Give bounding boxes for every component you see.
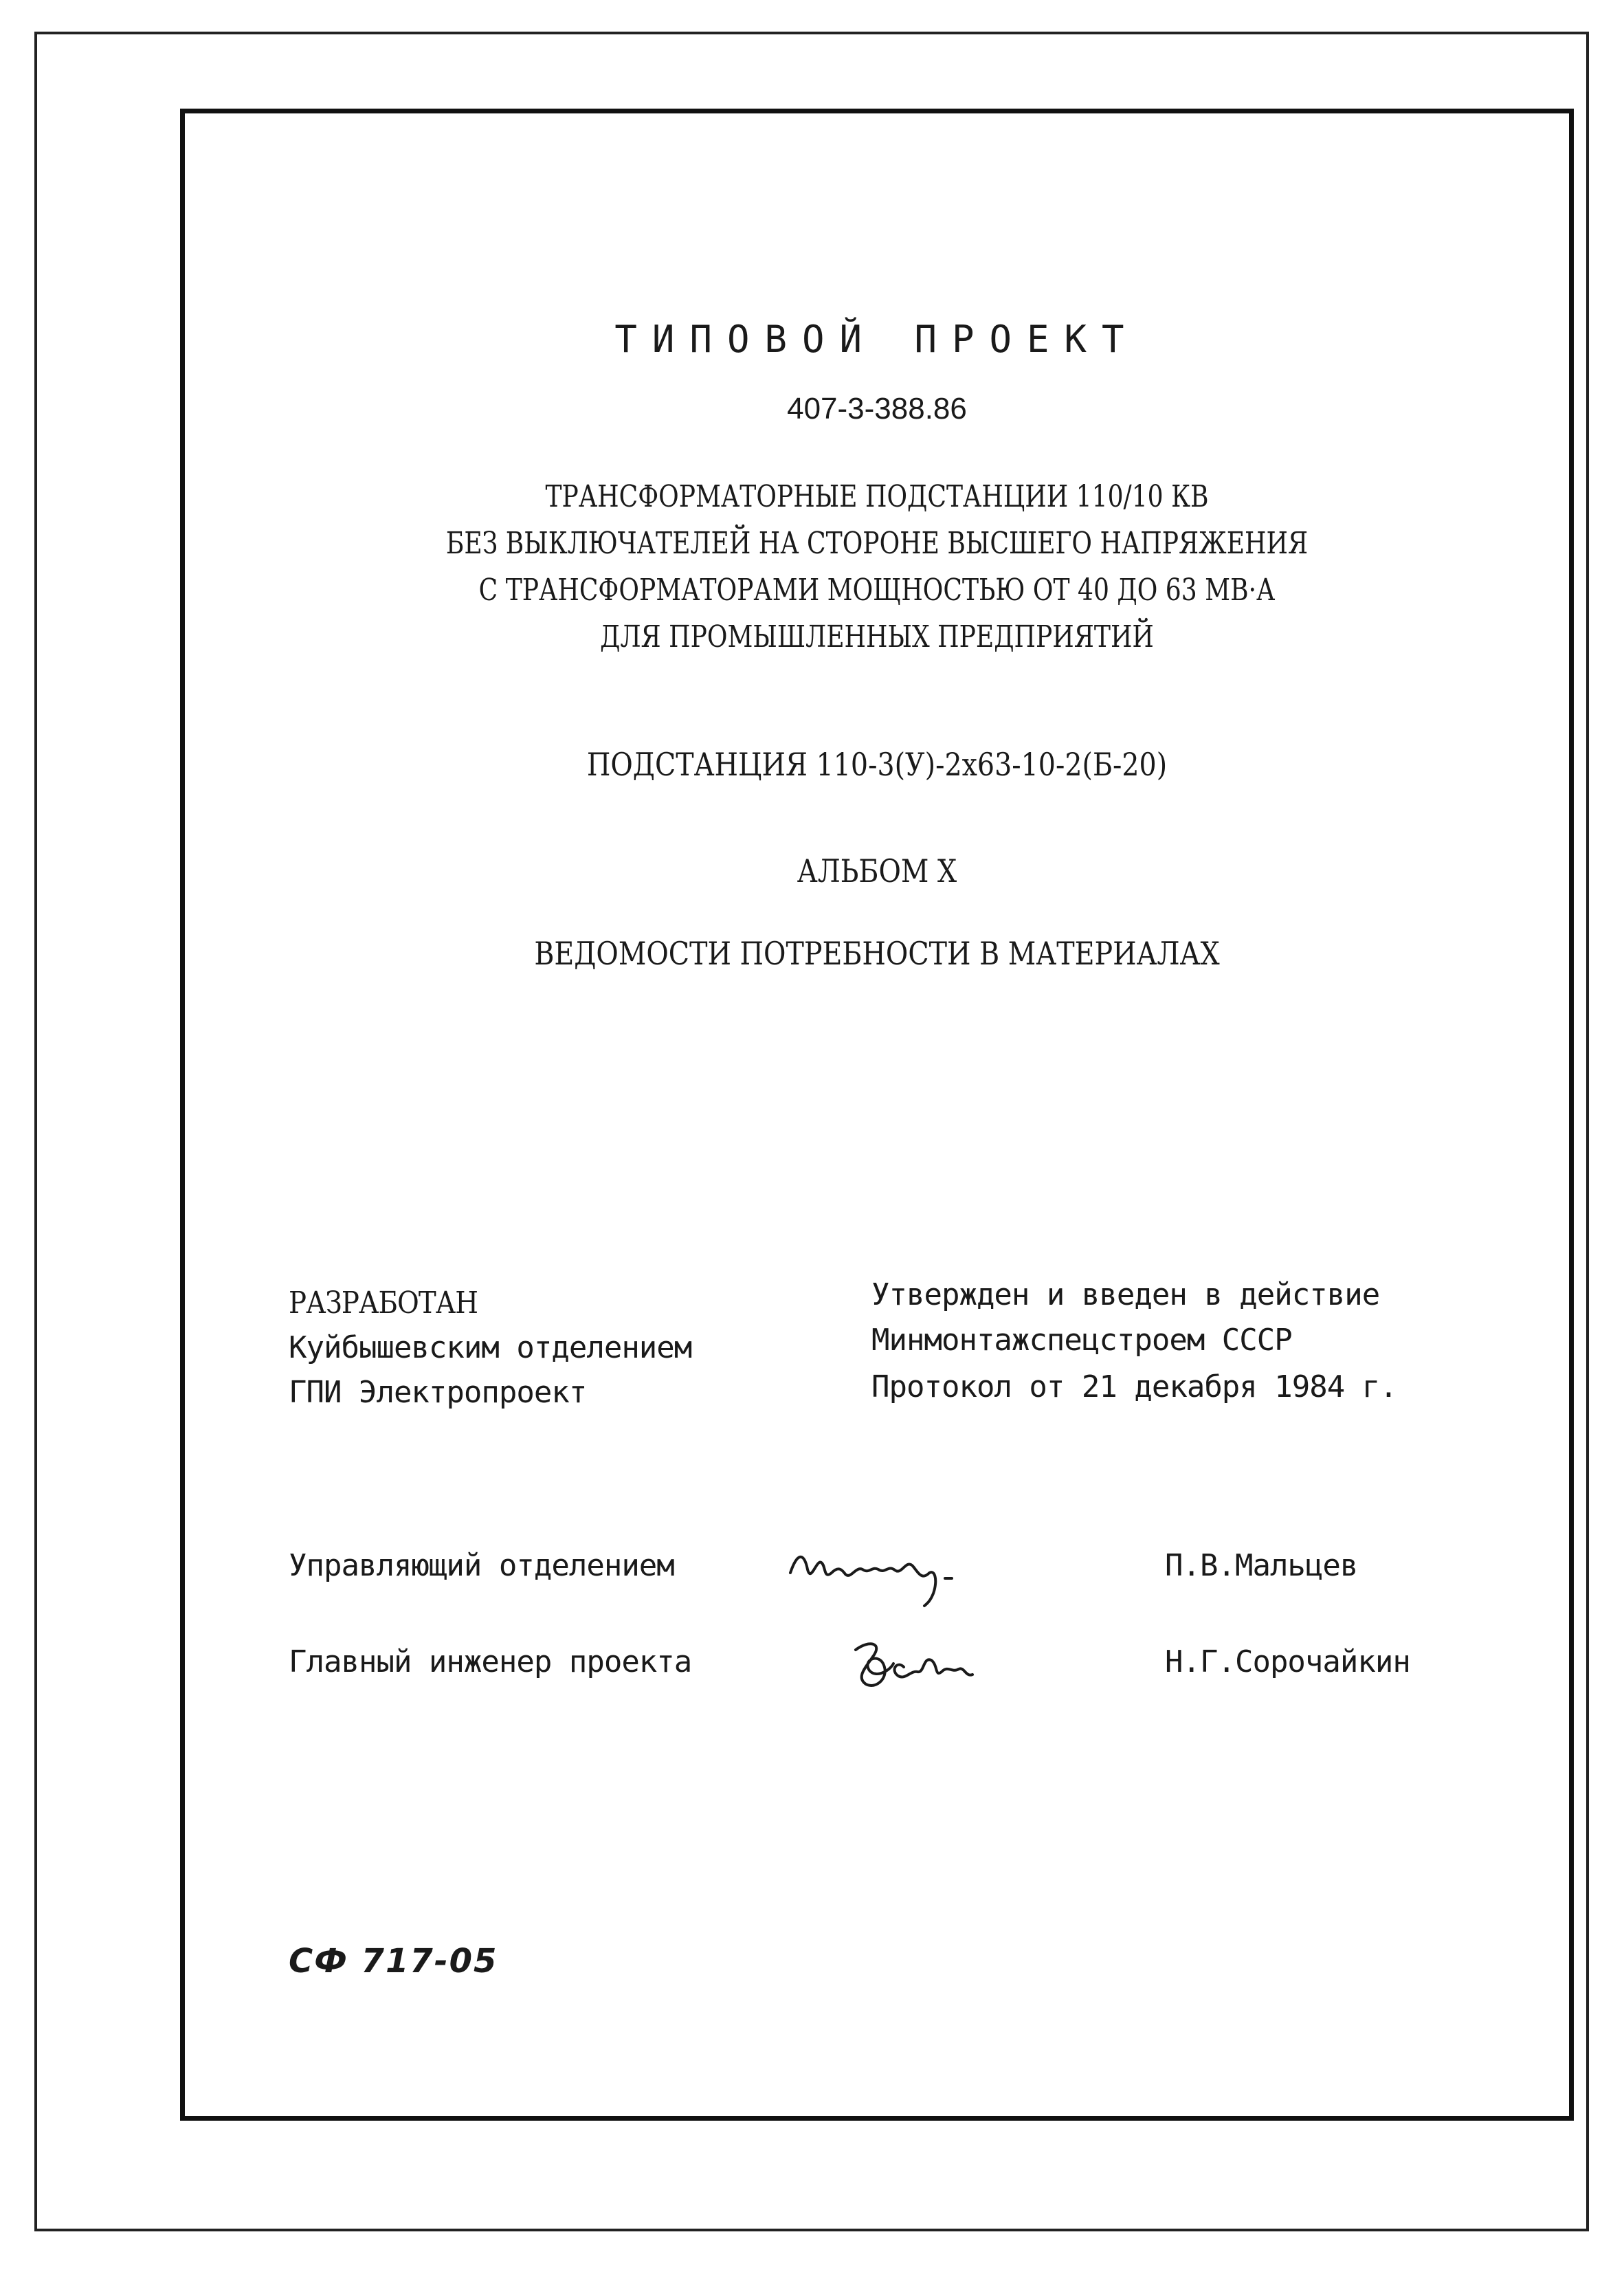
handwritten-signature-2 (842, 1629, 1014, 1705)
project-code: 407-3-388.86 (787, 392, 967, 426)
developed-line-1: Куйбышевским отделением (289, 1330, 692, 1365)
signatory-role-1: Управляющий отделением (289, 1548, 674, 1583)
signatory-name-2: Н.Г.Сорочайкин (1165, 1644, 1410, 1679)
subtitle-line-3: С ТРАНСФОРМАТОРАМИ МОЩНОСТЬЮ ОТ 40 ДО 63 МВ·А (478, 573, 1276, 608)
subtitle-line-2: БЕЗ ВЫКЛЮЧАТЕЛЕЙ НА СТОРОНЕ ВЫСШЕГО НАПРЯЖЕНИЯ (445, 526, 1309, 561)
album-title: ВЕДОМОСТИ ПОТРЕБНОСТИ В МАТЕРИАЛАХ (534, 935, 1220, 972)
subtitle-line-4: ДЛЯ ПРОМЫШЛЕННЫХ ПРЕДПРИЯТИЙ (600, 619, 1154, 654)
approved-line-2: Минмонтажспецстроем СССР (871, 1323, 1292, 1358)
approved-line-1: Утвержден и введен в действие (871, 1277, 1380, 1312)
developed-line-2: ГПИ Электропроект (289, 1375, 587, 1410)
approved-line-3: Протокол от 21 декабря 1984 г. (871, 1369, 1397, 1404)
handwritten-signature-1 (783, 1532, 990, 1614)
archive-stamp: СФ 717-05 (289, 1942, 498, 1980)
signatory-name-1: П.В.Мальцев (1165, 1548, 1358, 1583)
signatory-role-2: Главный инженер проекта (289, 1644, 692, 1679)
document-title: ТИПОВОЙ ПРОЕКТ (614, 318, 1139, 361)
album-number: АЛЬБОМ X (797, 852, 957, 890)
substation-name: ПОДСТАНЦИЯ 110-3(У)-2х63-10-2(Б-20) (586, 746, 1168, 783)
developed-label: РАЗРАБОТАН (289, 1285, 478, 1321)
subtitle-line-1: ТРАНСФОРМАТОРНЫЕ ПОДСТАНЦИИ 110/10 КВ (545, 479, 1209, 514)
